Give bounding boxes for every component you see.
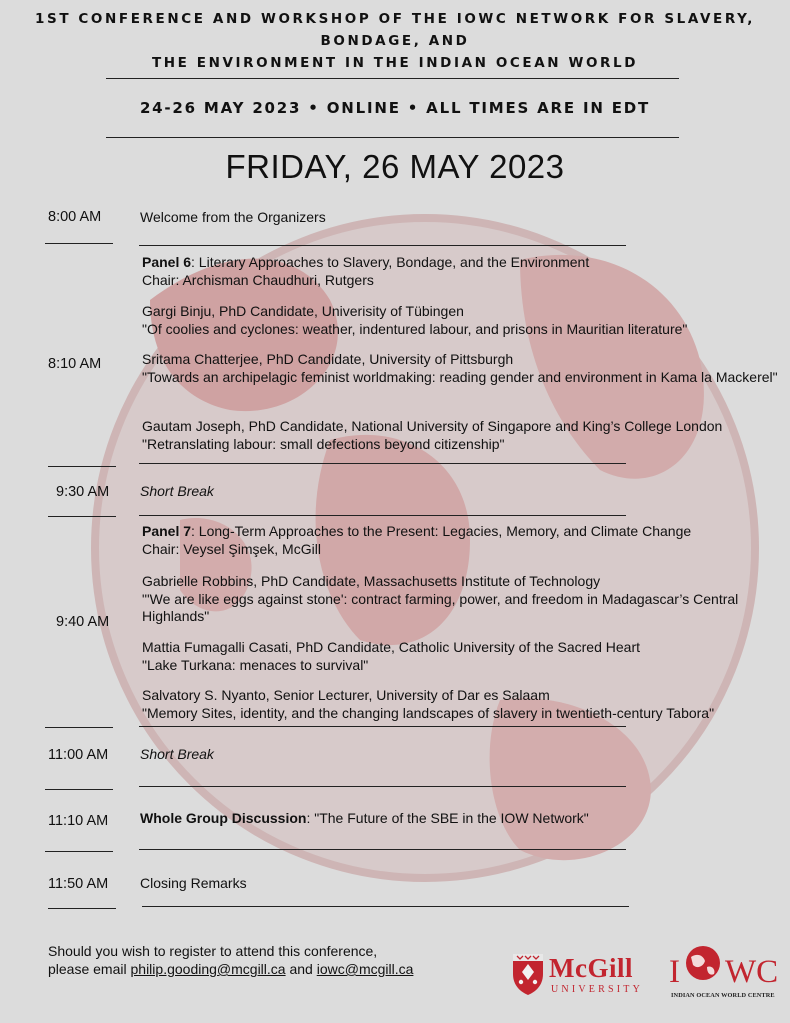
email-link-iowc[interactable]: iowc@mcgill.ca [316, 961, 414, 977]
presenter: Gautam Joseph, PhD Candidate, National University of Singapore and King’s College London [142, 418, 723, 434]
time-divider [45, 789, 113, 790]
session-time: 8:00 AM [48, 209, 102, 225]
session-divider [139, 515, 626, 516]
presenter: Sritama Chatterjee, PhD Candidate, University of Pittsburgh [142, 351, 514, 367]
panel-chair: Chair: Archisman Chaudhuri, Rutgers [142, 271, 374, 288]
presentation-title: "Retranslating labour: small defections beyond citizenship" [142, 435, 505, 452]
session-time: 9:30 AM [56, 484, 110, 500]
session-title: Welcome from the Organizers [140, 209, 326, 225]
iowc-letter-i: I [669, 954, 680, 990]
panel-title: : Long-Term Approaches to the Present: Legacies, Memory, and Climate Change [191, 523, 692, 539]
conference-dates: 24-26 MAY 2023 • ONLINE • ALL TIMES ARE IN EDT [139, 99, 651, 117]
session-time: 8:10 AM [48, 356, 102, 372]
session-time: 11:10 AM [48, 813, 109, 829]
presentation-title: "Towards an archipelagic feminist worldmaking: reading gender and environment in Kama la Mackerel" [142, 368, 778, 385]
mcgill-wordmark: McGill [549, 953, 633, 983]
registration-note [48, 942, 413, 978]
session-divider [142, 906, 629, 907]
panel-label: Panel 6 [142, 254, 192, 270]
presentation [142, 639, 782, 674]
session-time: 11:50 AM [48, 876, 109, 892]
session-time: 9:40 AM [56, 614, 110, 630]
presenter: Gabrielle Robbins, PhD Candidate, Massachusetts Institute of Technology [142, 573, 601, 589]
divider [106, 137, 679, 138]
presentation [142, 351, 782, 386]
panel-label: Panel 7 [142, 523, 192, 539]
session-title: Short Break [140, 746, 214, 762]
session-time: 11:00 AM [48, 747, 109, 763]
mcgill-university-label: UNIVERSITY [551, 984, 643, 995]
panel-title: : Literary Approaches to Slavery, Bondage, and the Environment [191, 254, 590, 270]
divider [106, 78, 679, 79]
registration-and: and [285, 961, 317, 977]
session-divider [139, 849, 626, 850]
session-title: Short Break [140, 483, 214, 499]
globe-icon [683, 943, 723, 983]
session-divider [139, 245, 626, 246]
panel-7-header [142, 523, 782, 558]
session-title: Closing Remarks [140, 875, 247, 891]
discussion-title: : "The Future of the SBE in the IOW Network" [306, 810, 589, 826]
time-divider [45, 243, 113, 244]
presentation [142, 687, 782, 722]
presentation-title: "Memory Sites, identity, and the changing landscapes of slavery in twentieth-century Tabora" [142, 704, 715, 721]
presenter: Gargi Binju, PhD Candidate, Univerisity of Tübingen [142, 303, 464, 319]
time-divider [48, 516, 116, 517]
presenter: Mattia Fumagalli Casati, PhD Candidate, Catholic University of the Sacred Heart [142, 639, 640, 655]
conference-title [10, 8, 780, 74]
day-title: FRIDAY, 26 MAY 2023 [225, 148, 565, 185]
email-link-philip[interactable]: philip.gooding@mcgill.ca [130, 961, 286, 977]
presenter: Salvatory S. Nyanto, Senior Lecturer, University of Dar es Salaam [142, 687, 550, 703]
iowc-full-name: INDIAN OCEAN WORLD CENTRE [671, 992, 775, 999]
conference-title-line2: THE ENVIRONMENT IN THE INDIAN OCEAN WORLD [151, 55, 639, 71]
presentation [142, 303, 782, 338]
session-title [140, 810, 780, 828]
time-divider [45, 851, 113, 852]
presentation-title: "'We are like eggs against stone': contract farming, power, and freedom in Madagascar’s Central Highlands" [142, 590, 739, 624]
time-divider [48, 466, 116, 467]
conference-title-line1: 1ST CONFERENCE AND WORKSHOP OF THE IOWC NETWORK FOR SLAVERY, BONDAGE, AND [35, 11, 755, 49]
time-divider [48, 908, 116, 909]
panel-chair: Chair: Veysel Şimşek, McGill [142, 540, 321, 557]
registration-prefix: please email [48, 961, 131, 977]
session-divider [139, 726, 626, 727]
iowc-letters-wc: WC [725, 954, 779, 990]
presentation [142, 573, 782, 626]
presentation-title: "Lake Turkana: menaces to survival" [142, 656, 369, 673]
session-divider [139, 786, 626, 787]
time-divider [45, 727, 113, 728]
panel-6-header [142, 254, 782, 289]
mcgill-logo [511, 950, 661, 1000]
session-divider [139, 463, 626, 464]
iowc-logo [669, 940, 784, 1010]
mcgill-shield-icon [511, 952, 545, 996]
presentation-title: "Of coolies and cyclones: weather, indentured labour, and prisons in Mauritian literature" [142, 320, 688, 337]
presentation [142, 418, 782, 453]
registration-line1: Should you wish to register to attend this conference, [48, 943, 378, 959]
discussion-label: Whole Group Discussion [140, 810, 307, 826]
